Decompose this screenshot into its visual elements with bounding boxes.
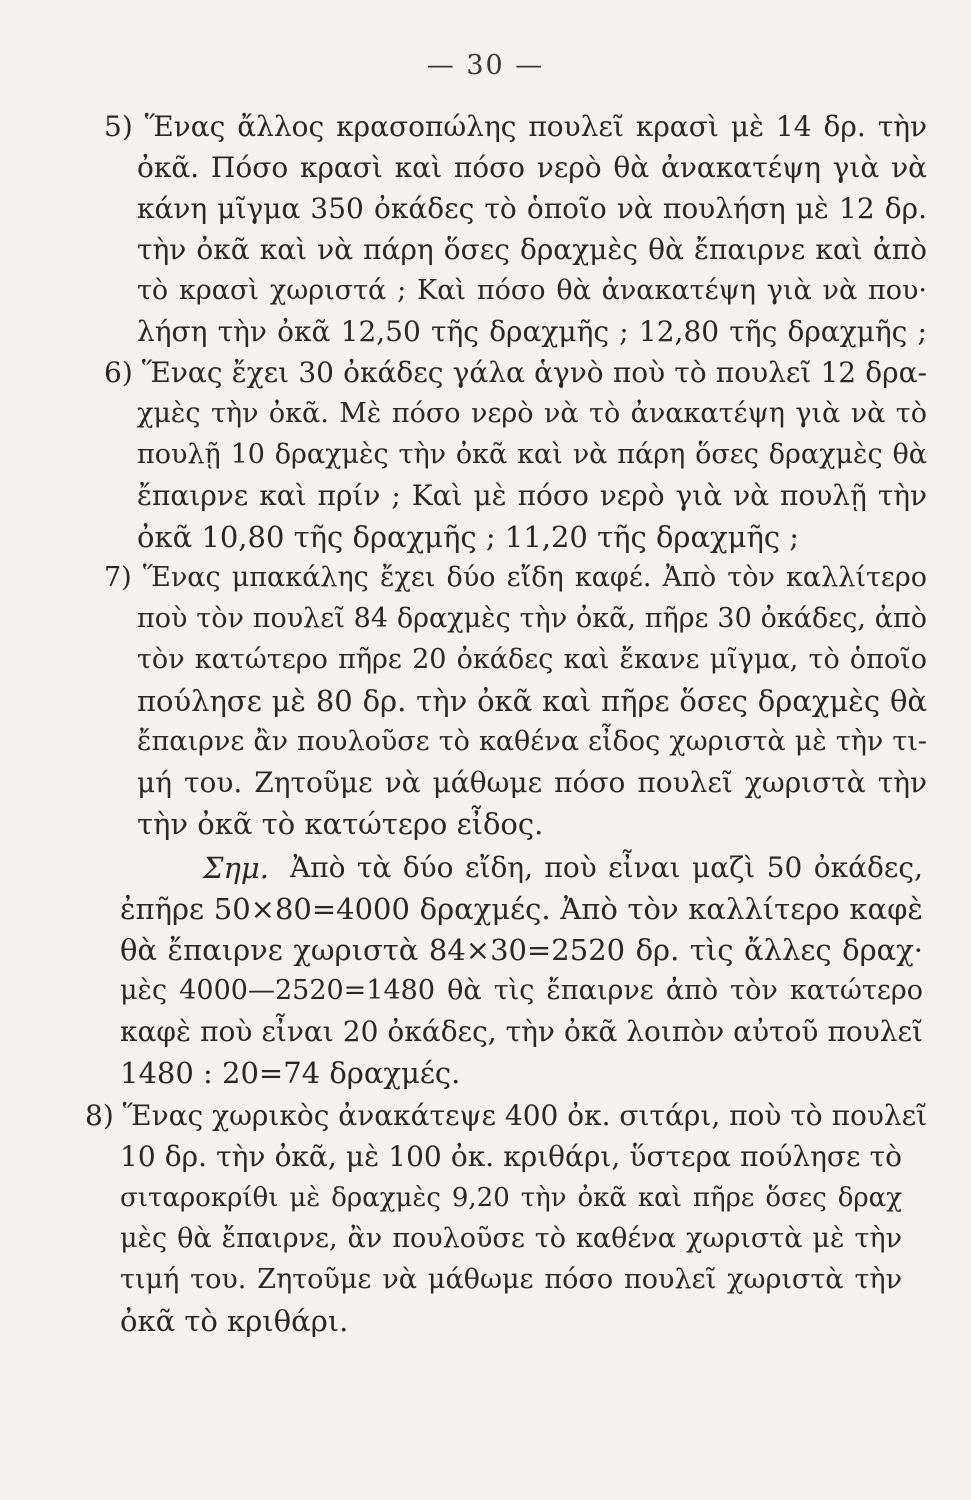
- problem-6-line-5: ὀκᾶ 10,80 τῆς δραχμῆς ; 11,20 τῆς δραχμῆς ;: [137, 520, 800, 554]
- problem-5-line-5: τὸ κρασὶ χωριστά ; Καὶ πόσο θὰ ἀνακατέψη γιὰ νὰ που·: [137, 275, 927, 306]
- problem-8-line-3: σιταροκρίθι μὲ δραχμὲς 9,20 τὴν ὀκᾶ καὶ πῆρε ὅσες δραχ: [120, 1183, 902, 1213]
- problem-7-line-7: τὴν ὀκᾶ τὸ κατώτερο εἶδος.: [137, 807, 544, 841]
- problem-6-line-2: χμὲς τὴν ὀκᾶ. Μὲ πόσο νερὸ νὰ τὸ ἀνακατέψη γιὰ νὰ τὸ: [137, 398, 927, 429]
- page-number-header: — 30 —: [426, 50, 545, 81]
- problem-6-line-3: πουλῇ 10 δραχμὲς τὴν ὀκᾶ καὶ νὰ πάρη ὅσες δραχμὲς θὰ: [137, 439, 927, 470]
- problem-5-line-1: 5) Ἕνας ἄλλος κρασοπώλης πουλεῖ κρασὶ μὲ 14 δρ. τὴν: [104, 110, 927, 143]
- note-line-3: θὰ ἔπαιρνε χωριστὰ 84×30=2520 δρ. τὶς ἄλλες δραχ·: [120, 933, 923, 967]
- problem-7-line-2: ποὺ τὸν πουλεῖ 84 δραχμὲς τὴν ὀκᾶ, πῆρε 30 ὀκάδες, ἀπὸ: [137, 603, 927, 634]
- problem-8-line-6: ὀκᾶ τὸ κριθάρι.: [120, 1304, 349, 1338]
- note-line-4: μὲς 4000—2520=1480 θὰ τὶς ἔπαιρνε ἀπὸ τὸν κατώτερο: [120, 975, 923, 1006]
- note-line-2: ἐπῆρε 50×80=4000 δραχμές. Ἀπὸ τὸν καλλίτερο καφὲ: [120, 892, 923, 926]
- note-label: [203, 849, 293, 887]
- note-line-1: Ἀπὸ τὰ δύο εἴδη, ποὺ εἶναι μαζὶ 50 ὀκάδες,: [290, 851, 923, 884]
- problem-7-line-3: τὸν κατώτερο πῆρε 20 ὀκάδες καὶ ἔκανε μῖγμα, τὸ ὁποῖο: [137, 644, 927, 675]
- problem-7-line-4: πούλησε μὲ 80 δρ. τὴν ὀκᾶ καὶ πῆρε ὅσες δραχμὲς θὰ: [137, 684, 927, 718]
- problem-5-line-6: λήση τὴν ὀκᾶ 12,50 τῆς δραχμῆς ; 12,80 τῆς δραχμῆς ;: [137, 315, 927, 348]
- problem-8-line-4: μὲς θὰ ἔπαιρνε, ἂν πουλοῦσε τὸ καθένα χωριστὰ μὲ τὴν: [120, 1223, 902, 1254]
- note-label-text: Σημ.: [203, 851, 269, 885]
- problem-5-line-4: τὴν ὀκᾶ καὶ νὰ πάρη ὅσες δραχμὲς θὰ ἔπαιρνε καὶ ἀπὸ: [137, 233, 927, 266]
- problem-5-line-2: ὀκᾶ. Πόσο κρασὶ καὶ πόσο νερὸ θὰ ἀνακατέψη γιὰ νὰ: [137, 151, 927, 184]
- problem-7-line-5: ἔπαιρνε ἂν πουλοῦσε τὸ καθένα εἶδος χωριστὰ μὲ τὴν τι-: [137, 726, 927, 757]
- problem-7-line-6: μή του. Ζητοῦμε νὰ μάθωμε πόσο πουλεῖ χωριστὰ τὴν: [137, 766, 927, 799]
- problem-8-line-1: 8) Ἕνας χωρικὸς ἀνακάτεψε 400 ὀκ. σιτάρι, ποὺ τὸ πουλεῖ: [85, 1099, 928, 1132]
- problem-8-line-5: τιμή του. Ζητοῦμε νὰ μάθωμε πόσο πουλεῖ χωριστὰ τὴν: [120, 1264, 902, 1295]
- problem-5-line-3: κάνη μῖγμα 350 ὀκάδες τὸ ὁποῖο νὰ πουλήση μὲ 12 δρ.: [137, 192, 927, 225]
- problem-6-line-1: 6) Ἕνας ἔχει 30 ὀκάδες γάλα ἁγνὸ ποὺ τὸ πουλεῖ 12 δρα-: [104, 356, 927, 389]
- note-line-5: καφὲ ποὺ εἶναι 20 ὀκάδες, τὴν ὀκᾶ λοιπὸν αὐτοῦ πουλεῖ: [120, 1015, 923, 1048]
- problem-8-line-2: 10 δρ. τὴν ὀκᾶ, μὲ 100 ὀκ. κριθάρι, ὕστερα πούλησε τὸ: [120, 1140, 902, 1173]
- note-line-6: 1480 : 20=74 δραχμές.: [120, 1056, 461, 1090]
- problem-6-line-4: ἔπαιρνε καὶ πρίν ; Καὶ μὲ πόσο νερὸ γιὰ νὰ πουλῇ τὴν: [137, 479, 927, 512]
- problem-7-line-1: 7) Ἕνας μπακάλης ἔχει δύο εἴδη καφέ. Ἀπὸ τὸν καλλίτερο: [104, 562, 927, 593]
